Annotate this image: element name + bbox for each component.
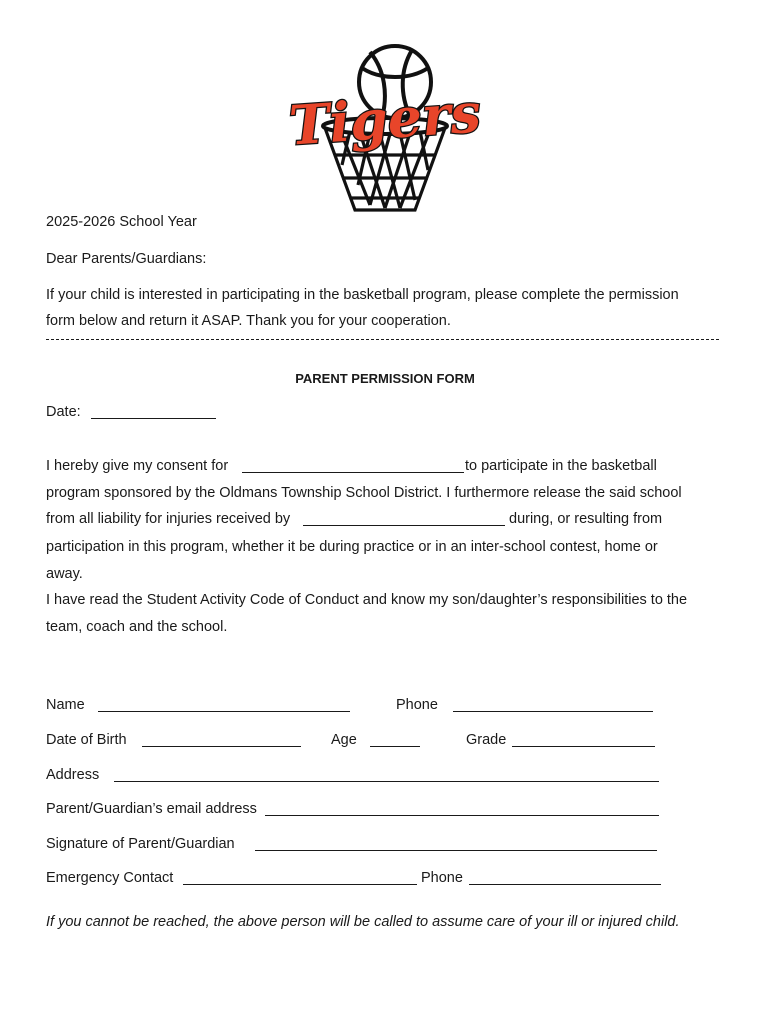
emergency-phone-field[interactable]: [469, 884, 661, 885]
name-label: Name: [46, 697, 85, 713]
consent-line-1b: to participate in the basketball: [465, 458, 657, 474]
injury-party-field[interactable]: [303, 525, 505, 526]
phone-field[interactable]: [453, 711, 653, 712]
cut-line-divider: [46, 339, 719, 340]
consent-line-6: I have read the Student Activity Code of Conduct and know my son/daughter’s responsibilities to the: [46, 592, 688, 608]
email-field[interactable]: [265, 815, 659, 816]
grade-label: Grade: [466, 732, 507, 748]
tigers-basketball-logo: [287, 40, 483, 215]
consent-line-5: away.: [46, 566, 83, 582]
email-label: Parent/Guardian’s email address: [46, 801, 257, 817]
footer-note: If you cannot be reached, the above person will be called to assume care of your ill or injured child.: [46, 914, 680, 930]
age-label: Age: [331, 732, 357, 748]
dob-label: Date of Birth: [46, 732, 127, 748]
address-label: Address: [46, 767, 100, 783]
consent-line-7: team, coach and the school.: [46, 619, 228, 635]
date-label: Date:: [46, 404, 81, 420]
consent-line-3a: from all liability for injuries received by: [46, 511, 291, 527]
intro-line-1: If your child is interested in participating in the basketball program, please complete the permission: [46, 287, 679, 303]
salutation: Dear Parents/Guardians:: [46, 251, 207, 267]
intro-line-2: form below and return it ASAP. Thank you for your cooperation.: [46, 313, 451, 329]
form-title: PARENT PERMISSION FORM: [295, 371, 475, 386]
child-name-field[interactable]: [242, 472, 464, 473]
age-field[interactable]: [370, 746, 420, 747]
emergency-phone-label: Phone: [421, 870, 463, 886]
phone-label: Phone: [396, 697, 438, 713]
dob-field[interactable]: [142, 746, 301, 747]
consent-line-4: participation in this program, whether it be during practice or in an inter-school contest, home or: [46, 539, 658, 555]
grade-field[interactable]: [512, 746, 655, 747]
signature-field[interactable]: [255, 850, 657, 851]
logo-wordmark: Tigers: [287, 80, 483, 158]
consent-line-2: program sponsored by the Oldmans Township School District. I furthermore release the said school: [46, 485, 682, 501]
address-field[interactable]: [114, 781, 659, 782]
consent-line-1a: I hereby give my consent for: [46, 458, 229, 474]
school-year: 2025-2026 School Year: [46, 214, 197, 230]
emergency-contact-field[interactable]: [183, 884, 417, 885]
consent-line-3b: during, or resulting from: [509, 511, 663, 527]
date-field[interactable]: [91, 418, 216, 419]
signature-label: Signature of Parent/Guardian: [46, 836, 235, 852]
name-field[interactable]: [98, 711, 350, 712]
emergency-contact-label: Emergency Contact: [46, 870, 174, 886]
